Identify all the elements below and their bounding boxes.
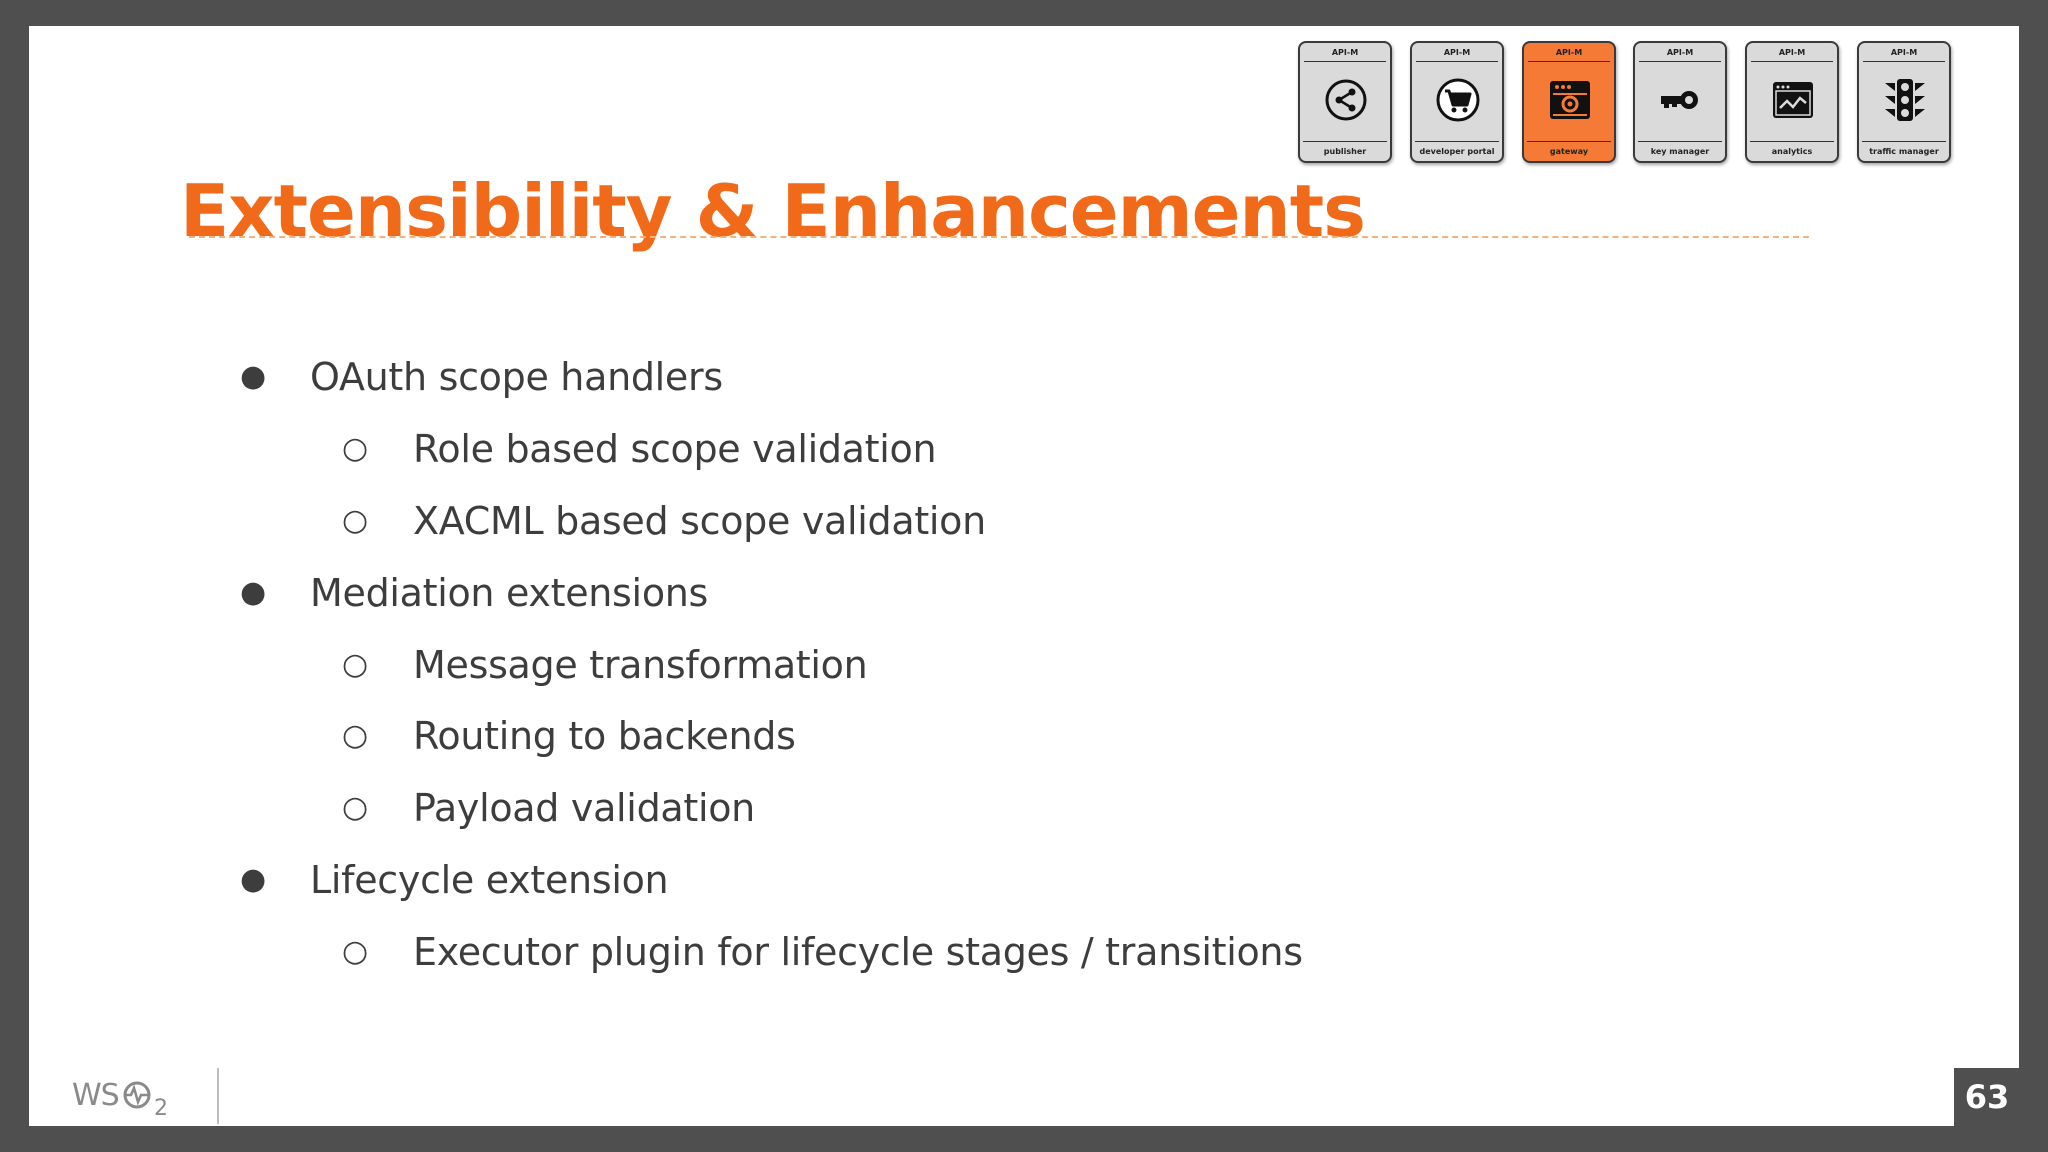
bullet-circle: ○ [342,431,369,466]
bullet-circle: ○ [342,934,369,969]
sub-bullet-item: Executor plugin for lifecycle stages / transitions [413,930,1303,974]
svg-text:WS: WS [72,1078,119,1113]
tile-label: developer portal [1415,141,1499,156]
slide-title: Extensibility & Enhancements [180,169,1365,253]
sub-bullet-item: Payload validation [413,786,755,830]
sub-bullet-item: XACML based scope validation [413,499,986,543]
bullet-item: OAuth scope handlers [310,355,723,399]
tile-label: analytics [1750,141,1834,156]
tile-key-manager [1633,41,1727,163]
bullet-item: Mediation extensions [310,571,709,615]
footer-divider [217,1068,219,1124]
bullet-dot: ● [240,359,267,394]
tile-header: API-M [1639,48,1721,62]
tile-label: publisher [1303,141,1387,156]
gateway-server-icon [1547,77,1593,123]
traffic-light-icon [1882,77,1928,123]
tile-analytics [1745,41,1839,163]
cart-icon [1435,77,1481,123]
bullet-item: Lifecycle extension [310,858,669,902]
tile-header: API-M [1304,48,1386,62]
sub-bullet-item: Message transformation [413,643,868,687]
bullet-circle: ○ [342,718,369,753]
tile-traffic-manager [1857,41,1951,163]
key-icon [1658,77,1704,123]
tile-header: API-M [1528,48,1610,62]
bullet-circle: ○ [342,647,369,682]
sub-bullet-item: Role based scope validation [413,427,937,471]
sub-bullet-item: Routing to backends [413,714,796,758]
analytics-window-icon [1770,77,1816,123]
tile-header: API-M [1863,48,1945,62]
bullet-circle: ○ [342,503,369,538]
bullet-dot: ● [240,862,267,897]
tile-publisher [1298,41,1392,163]
tile-label: gateway [1527,141,1611,156]
bullet-dot: ● [240,575,267,610]
tile-gateway [1522,41,1616,163]
tile-header: API-M [1751,48,1833,62]
tile-label: traffic manager [1862,141,1946,156]
wso2-logo [72,1075,182,1119]
tile-label: key manager [1638,141,1722,156]
share-icon [1323,77,1369,123]
page-number: 63 [1954,1068,2020,1126]
bullet-circle: ○ [342,790,369,825]
tile-developer-portal [1410,41,1504,163]
tile-header: API-M [1416,48,1498,62]
svg-text:2: 2 [154,1096,168,1119]
title-divider [189,236,1809,238]
